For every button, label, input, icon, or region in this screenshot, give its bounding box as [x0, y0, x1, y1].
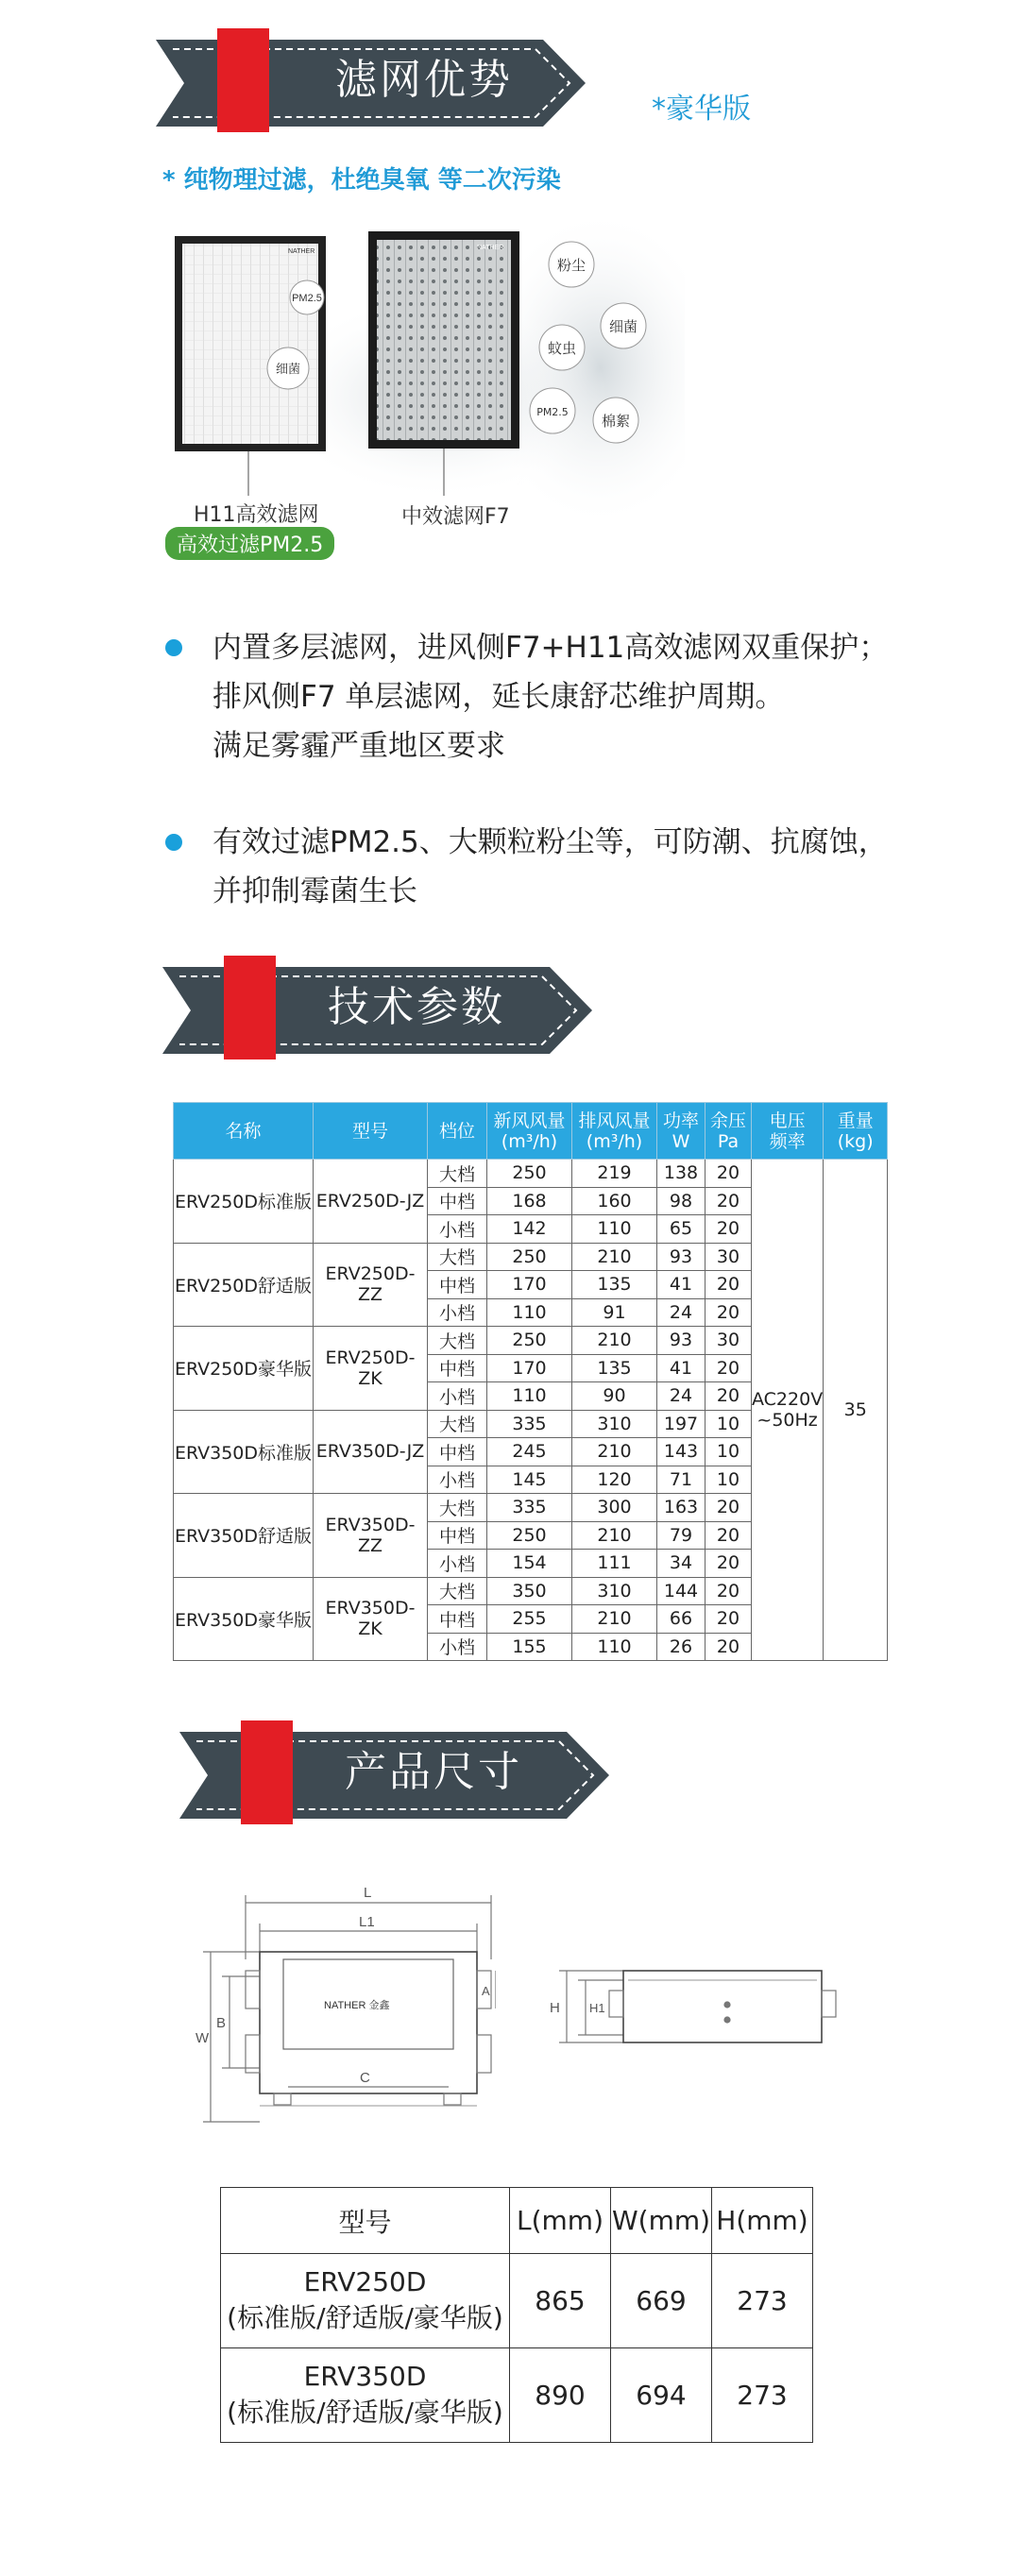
dim-H1: H1: [589, 2001, 605, 2015]
exhaust-air-cell: 90: [572, 1382, 657, 1411]
edition-tag: *豪华版: [652, 93, 751, 126]
th-voltage-l1: 电压: [769, 1110, 806, 1131]
section-banner-filters: [156, 28, 590, 132]
th-weight-l2: (kg): [837, 1130, 874, 1152]
power-cell: 24: [657, 1298, 706, 1327]
fresh-air-cell: 250: [487, 1521, 572, 1550]
th-power: [657, 1103, 706, 1160]
bullet-2-line-2: 并抑制霉菌生长: [212, 874, 417, 908]
th-pressure: [706, 1103, 752, 1160]
dim-model-editions: (标准版/舒适版/豪华版): [227, 2397, 503, 2428]
gear-cell: 中档: [428, 1271, 487, 1299]
dim-th-W: W(mm): [611, 2188, 712, 2254]
fresh-air-cell: 110: [487, 1382, 572, 1411]
dim-model-cell: [221, 2254, 510, 2348]
model-code-cell: ERV250D-ZZ: [314, 1243, 428, 1327]
gear-cell: 大档: [428, 1494, 487, 1522]
fresh-air-cell: 335: [487, 1494, 572, 1522]
dim-A: A: [482, 1984, 490, 1998]
gear-cell: 小档: [428, 1633, 487, 1661]
power-cell: 65: [657, 1215, 706, 1244]
dim-th-model: 型号: [221, 2188, 510, 2254]
th-voltage-l2: 频率: [769, 1130, 806, 1152]
dim-L1: L1: [359, 1914, 375, 1930]
dim-L: L: [364, 1885, 372, 1901]
gear-cell: 中档: [428, 1187, 487, 1215]
dim-H-cell: 273: [712, 2254, 813, 2348]
model-name-cell: ERV350D豪华版: [174, 1577, 314, 1661]
dimension-table: [220, 2187, 813, 2443]
spec-table: [173, 1102, 888, 1661]
gear-cell: 大档: [428, 1410, 487, 1438]
exhaust-air-cell: 210: [572, 1521, 657, 1550]
power-cell: 24: [657, 1382, 706, 1411]
power-cell: 197: [657, 1410, 706, 1438]
model-name-cell: ERV350D标准版: [174, 1410, 314, 1494]
pressure-cell: 20: [706, 1605, 752, 1634]
th-name: 名称: [174, 1103, 314, 1160]
pressure-cell: 30: [706, 1327, 752, 1355]
fresh-air-cell: 250: [487, 1243, 572, 1271]
th-power-l2: W: [672, 1130, 690, 1152]
bacteria-circle-label: 细菌: [275, 363, 301, 377]
particle-cotton: 棉絮: [601, 413, 631, 430]
bullet-text-2: [212, 818, 888, 916]
section-banner-specs: [162, 956, 597, 1059]
table-row: [221, 2254, 813, 2348]
th-fresh-air-l1: 新风风量: [493, 1110, 566, 1131]
bullet-1-line-1: 内置多层滤网，进风侧F7+H11高效滤网双重保护；: [212, 631, 889, 665]
particle-bacteria: 细菌: [608, 318, 638, 335]
fresh-air-cell: 335: [487, 1410, 572, 1438]
dim-model-editions: (标准版/舒适版/豪华版): [227, 2302, 503, 2333]
fresh-air-cell: 250: [487, 1160, 572, 1188]
th-gear: 档位: [428, 1103, 487, 1160]
dim-C: C: [360, 2070, 370, 2086]
bullet-1-line-2: 排风侧F7 单层滤网，延长康舒芯维护周期。: [212, 680, 785, 714]
fresh-air-cell: 245: [487, 1438, 572, 1466]
dim-H-cell: 273: [712, 2348, 813, 2443]
power-cell: 143: [657, 1438, 706, 1466]
pressure-cell: 20: [706, 1550, 752, 1578]
exhaust-air-cell: 219: [572, 1160, 657, 1188]
exhaust-air-cell: 135: [572, 1354, 657, 1382]
gear-cell: 中档: [428, 1605, 487, 1634]
gear-cell: 中档: [428, 1438, 487, 1466]
unit-brand-mark: NATHER 金鑫: [324, 2000, 390, 2011]
filter-subtitle: * 纯物理过滤，杜绝臭氧 等二次污染: [162, 166, 561, 195]
power-cell: 41: [657, 1354, 706, 1382]
exhaust-air-cell: 91: [572, 1298, 657, 1327]
model-name-cell: ERV350D舒适版: [174, 1494, 314, 1578]
dim-th-H: H(mm): [712, 2188, 813, 2254]
fresh-air-cell: 142: [487, 1215, 572, 1244]
dim-model-name: ERV250D: [303, 2266, 427, 2297]
pressure-cell: 30: [706, 1243, 752, 1271]
dim-L-cell: 890: [510, 2348, 611, 2443]
f7-brand: NATHER: [477, 245, 504, 251]
table-row: [174, 1160, 888, 1188]
power-cell: 66: [657, 1605, 706, 1634]
exhaust-air-cell: 210: [572, 1605, 657, 1634]
exhaust-air-cell: 110: [572, 1633, 657, 1661]
model-name-cell: ERV250D舒适版: [174, 1243, 314, 1327]
dim-th-L: L(mm): [510, 2188, 611, 2254]
fresh-air-cell: 168: [487, 1187, 572, 1215]
th-pressure-l1: 余压: [709, 1110, 746, 1131]
th-weight: [824, 1103, 888, 1160]
th-exhaust-air-l2: (m³/h): [586, 1130, 643, 1152]
particle-pm25: PM2.5: [536, 406, 569, 418]
power-cell: 93: [657, 1327, 706, 1355]
th-exhaust-air: [572, 1103, 657, 1160]
fresh-air-cell: 145: [487, 1466, 572, 1494]
gear-cell: 大档: [428, 1160, 487, 1188]
voltage-cell: [752, 1160, 824, 1661]
fresh-air-cell: 350: [487, 1577, 572, 1605]
fresh-air-cell: 154: [487, 1550, 572, 1578]
section-title: 技术参数: [328, 983, 505, 1031]
pressure-cell: 10: [706, 1466, 752, 1494]
pressure-cell: 20: [706, 1271, 752, 1299]
pressure-cell: 20: [706, 1577, 752, 1605]
gear-cell: 大档: [428, 1577, 487, 1605]
section-banner-dimensions: [179, 1720, 614, 1824]
gear-cell: 小档: [428, 1550, 487, 1578]
particle-dust: 粉尘: [556, 257, 586, 274]
power-cell: 138: [657, 1160, 706, 1188]
gear-cell: 小档: [428, 1215, 487, 1244]
gear-cell: 小档: [428, 1382, 487, 1411]
weight-cell: 35: [824, 1160, 888, 1661]
th-fresh-air: [487, 1103, 572, 1160]
section-title: 滤网优势: [335, 56, 513, 104]
fresh-air-cell: 155: [487, 1633, 572, 1661]
h11-brand: NATHER: [288, 248, 315, 255]
power-cell: 93: [657, 1243, 706, 1271]
gear-cell: 中档: [428, 1521, 487, 1550]
bullet-text-1: [212, 623, 888, 771]
gear-cell: 大档: [428, 1243, 487, 1271]
model-code-cell: ERV350D-ZK: [314, 1577, 428, 1661]
section-title: 产品尺寸: [345, 1748, 522, 1796]
pressure-cell: 20: [706, 1521, 752, 1550]
table-row: [221, 2348, 813, 2443]
dim-model-cell: [221, 2348, 510, 2443]
th-power-l1: 功率: [662, 1110, 699, 1131]
dim-B: B: [216, 2015, 227, 2031]
dim-W-cell: 669: [611, 2254, 712, 2348]
power-cell: 41: [657, 1271, 706, 1299]
model-code-cell: ERV350D-JZ: [314, 1410, 428, 1494]
exhaust-air-cell: 135: [572, 1271, 657, 1299]
power-cell: 34: [657, 1550, 706, 1578]
exhaust-air-cell: 210: [572, 1438, 657, 1466]
model-code-cell: ERV250D-JZ: [314, 1160, 428, 1244]
pm25-circle-label: PM2.5: [292, 293, 322, 304]
power-cell: 144: [657, 1577, 706, 1605]
fresh-air-cell: 255: [487, 1605, 572, 1634]
dim-W: W: [196, 2030, 210, 2046]
model-code-cell: ERV350D-ZZ: [314, 1494, 428, 1578]
power-cell: 98: [657, 1187, 706, 1215]
filter-illustration: [156, 208, 685, 548]
bullet-1-line-3: 满足雾霾严重地区要求: [212, 729, 505, 763]
bullet-dot-2: [165, 834, 182, 851]
pressure-cell: 20: [706, 1382, 752, 1411]
model-code-cell: ERV250D-ZK: [314, 1327, 428, 1411]
exhaust-air-cell: 110: [572, 1215, 657, 1244]
exhaust-air-cell: 300: [572, 1494, 657, 1522]
power-cell: 26: [657, 1633, 706, 1661]
gear-cell: 小档: [428, 1466, 487, 1494]
side-view-drawing: [538, 1959, 859, 2054]
dim-H: H: [550, 2000, 560, 2016]
pressure-cell: 20: [706, 1494, 752, 1522]
pressure-cell: 20: [706, 1633, 752, 1661]
gear-cell: 小档: [428, 1298, 487, 1327]
pressure-cell: 20: [706, 1160, 752, 1188]
gear-cell: 大档: [428, 1327, 487, 1355]
pressure-cell: 10: [706, 1410, 752, 1438]
dim-model-name: ERV350D: [303, 2361, 427, 2392]
power-cell: 71: [657, 1466, 706, 1494]
exhaust-air-cell: 120: [572, 1466, 657, 1494]
fresh-air-cell: 170: [487, 1354, 572, 1382]
exhaust-air-cell: 310: [572, 1577, 657, 1605]
exhaust-air-cell: 210: [572, 1243, 657, 1271]
gear-cell: 中档: [428, 1354, 487, 1382]
pressure-cell: 20: [706, 1215, 752, 1244]
dim-L-cell: 865: [510, 2254, 611, 2348]
exhaust-air-cell: 111: [572, 1550, 657, 1578]
fresh-air-cell: 170: [487, 1271, 572, 1299]
dim-W-cell: 694: [611, 2348, 712, 2443]
th-exhaust-air-l1: 排风风量: [578, 1110, 651, 1131]
model-name-cell: ERV250D豪华版: [174, 1327, 314, 1411]
th-voltage: [752, 1103, 824, 1160]
bullet-dot-1: [165, 639, 182, 656]
th-fresh-air-l2: (m³/h): [501, 1130, 558, 1152]
fresh-air-cell: 110: [487, 1298, 572, 1327]
voltage-line-1: AC220V: [752, 1389, 824, 1410]
exhaust-air-cell: 210: [572, 1327, 657, 1355]
fresh-air-cell: 250: [487, 1327, 572, 1355]
exhaust-air-cell: 160: [572, 1187, 657, 1215]
pressure-cell: 10: [706, 1438, 752, 1466]
th-pressure-l2: Pa: [717, 1130, 740, 1152]
f7-filter-label: 中效滤网F7: [401, 505, 510, 529]
particle-mosquito: 蚊虫: [547, 340, 577, 357]
model-name-cell: ERV250D标准版: [174, 1160, 314, 1244]
h11-filter-badge: 高效过滤PM2.5: [165, 527, 334, 560]
h11-filter-label: H11高效滤网: [194, 503, 319, 527]
top-view-drawing: [184, 1874, 496, 2125]
pressure-cell: 20: [706, 1354, 752, 1382]
th-model: 型号: [314, 1103, 428, 1160]
power-cell: 79: [657, 1521, 706, 1550]
bullet-2-line-1: 有效过滤PM2.5、大颗粒粉尘等，可防潮、抗腐蚀，: [212, 825, 888, 859]
pressure-cell: 20: [706, 1298, 752, 1327]
th-weight-l1: 重量: [837, 1110, 874, 1131]
voltage-line-2: ~50Hz: [756, 1410, 818, 1431]
power-cell: 163: [657, 1494, 706, 1522]
pressure-cell: 20: [706, 1187, 752, 1215]
exhaust-air-cell: 310: [572, 1410, 657, 1438]
